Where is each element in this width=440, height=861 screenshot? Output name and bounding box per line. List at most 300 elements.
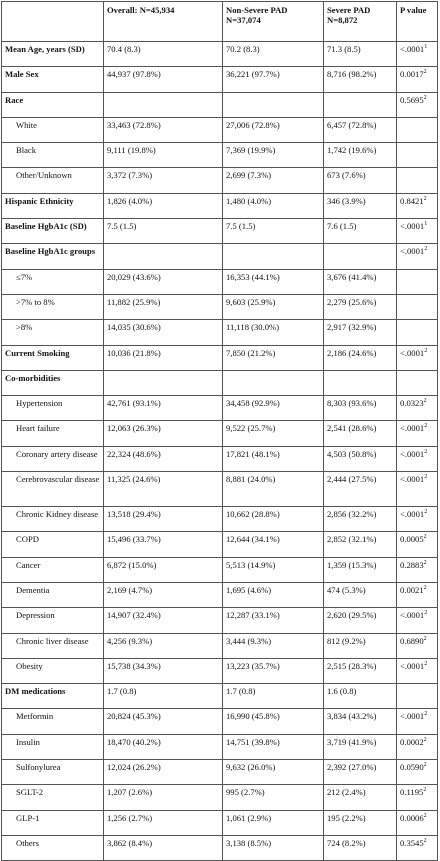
table-row [2,219,438,244]
cell-value: <.0001 [400,246,425,257]
row-label-cell [2,582,104,607]
cell-value: 195 (2.2%) [327,812,366,823]
severe-cell [324,168,397,193]
header-text: Non-Severe PAD N=37,074 [226,5,288,25]
pvalue-footnote-marker: 2 [424,610,428,617]
overall-cell [104,143,223,168]
row-label: Insulin [16,736,40,747]
cell-value: 20,824 (45.3%) [107,711,161,722]
nonsevere-cell [223,421,324,446]
cell-value: 0.1195 [400,787,424,798]
severe-cell [324,532,397,557]
cell-value: <.0001 [400,509,425,520]
nonsevere-cell [223,835,324,860]
row-label-cell [2,244,104,269]
table-row [2,421,438,446]
severe-cell [324,734,397,759]
cell-value: 16,353 (44.1%) [226,271,280,282]
pvalue-cell [397,810,438,835]
pvalue-footnote-marker: 2 [424,509,428,516]
table-row [2,608,438,633]
cell-value: 4,256 (9.3%) [107,635,153,646]
cell-value: 0.0002 [400,736,424,747]
severe-cell [324,320,397,345]
table-row [2,835,438,860]
baseline-characteristics-table [1,1,438,861]
nonsevere-cell [223,557,324,582]
table-body [2,2,438,861]
cell-value: 11,118 (30.0%) [226,322,280,333]
severe-cell [324,507,397,532]
cell-value: 20,029 (43.6%) [107,271,161,282]
row-label-cell [2,193,104,218]
header-row [2,2,438,42]
cell-value: 42,761 (93.1%) [107,398,161,409]
cell-value: 8,716 (98.2%) [327,69,377,80]
pvalue-cell [397,835,438,860]
cell-value: 15,496 (33.7%) [107,534,161,545]
nonsevere-cell [223,734,324,759]
row-label: ≤7% [16,271,33,282]
cell-value: 22,324 (48.6%) [107,448,161,459]
cell-value: 2,541 (28.6%) [327,423,377,434]
cell-value: 14,907 (32.4%) [107,610,161,621]
cell-value: 9,522 (25.7%) [226,423,276,434]
severe-cell [324,446,397,471]
overall-cell [104,608,223,633]
cell-value: 995 (2.7%) [226,787,265,798]
cell-value: 2,444 (27.5%) [327,474,377,485]
severe-cell [324,557,397,582]
pvalue-cell [397,446,438,471]
severe-cell [324,219,397,244]
table-row [2,117,438,142]
cell-value: 2,856 (32.2%) [327,509,377,520]
row-label-cell [2,658,104,683]
cell-value: 3,138 (8.5%) [226,837,272,848]
pvalue-footnote-marker: 2 [423,559,427,566]
pvalue-cell [397,67,438,92]
table-row [2,244,438,269]
cell-value: 8,881 (24.0%) [226,474,276,485]
cell-value: 0.3545 [400,837,424,848]
cell-value: 1,061 (2.9%) [226,812,272,823]
nonsevere-cell [223,507,324,532]
cell-value: 1,742 (19.6%) [327,145,377,156]
pvalue-cell [397,532,438,557]
severe-cell [324,633,397,658]
overall-cell [104,269,223,294]
pvalue-cell [397,421,438,446]
overall-cell [104,557,223,582]
row-label-cell [2,608,104,633]
pvalue-cell [397,396,438,421]
row-label: Others [16,837,39,848]
cell-value: 1.6 (0.8) [327,686,357,697]
pvalue-cell [397,557,438,582]
cell-value: 0.0017 [400,69,424,80]
cell-value: 2,515 (28.3%) [327,660,377,671]
row-label: Co-morbidities [5,372,61,383]
cell-value: 34,458 (92.9%) [226,398,280,409]
row-label: >8% [16,322,33,333]
nonsevere-cell [223,244,324,269]
row-label: COPD [16,534,39,545]
cell-value: <.0001 [400,474,425,485]
overall-cell [104,507,223,532]
row-label: GLP-1 [16,812,40,823]
pvalue-footnote-marker: 2 [423,838,427,845]
cell-value: 1,207 (2.6%) [107,787,153,798]
cell-value: 10,662 (28.8%) [226,509,280,520]
row-label-cell [2,370,104,395]
pvalue-cell [397,92,438,117]
cell-value: 10,036 (21.8%) [107,347,161,358]
row-label: Black [16,145,37,156]
cell-value: 36,221 (97.7%) [226,69,280,80]
overall-cell [104,810,223,835]
pvalue-footnote-marker: 2 [424,347,428,354]
row-label-cell [2,709,104,734]
nonsevere-cell [223,684,324,709]
severe-cell [324,92,397,117]
overall-cell [104,734,223,759]
row-label: Other/Unknown [16,170,72,181]
severe-cell [324,684,397,709]
table-row [2,760,438,785]
pvalue-footnote-marker: 2 [423,94,427,101]
table-row [2,294,438,319]
table-row [2,168,438,193]
pvalue-cell [397,219,438,244]
severe-cell [324,193,397,218]
pvalue-footnote-marker: 2 [423,398,427,405]
severe-cell [324,370,397,395]
cell-value: 2,169 (4.7%) [107,584,153,595]
nonsevere-cell [223,396,324,421]
cell-value: 3,862 (8.4%) [107,837,153,848]
nonsevere-cell [223,168,324,193]
row-label: Chronic liver disease [16,635,89,646]
row-label: Sulfonylurea [16,762,61,773]
table-row [2,734,438,759]
pvalue-footnote-marker: 2 [423,534,427,541]
pvalue-cell [397,760,438,785]
cell-value: 212 (2.4%) [327,787,366,798]
cell-value: 1,256 (2.7%) [107,812,153,823]
overall-cell [104,760,223,785]
cell-value: 0.2883 [400,559,424,570]
overall-cell [104,244,223,269]
row-label-cell [2,269,104,294]
header-cell-nonsevere [223,2,324,42]
table-row [2,92,438,117]
row-label-cell [2,734,104,759]
table-row [2,709,438,734]
row-label: Baseline HgbA1c (SD) [5,221,87,232]
table-row [2,320,438,345]
table-row [2,557,438,582]
overall-cell [104,709,223,734]
severe-cell [324,658,397,683]
cell-value: 0.5695 [400,94,424,105]
pvalue-footnote-marker: 2 [423,762,427,769]
table-row [2,532,438,557]
overall-cell [104,684,223,709]
severe-cell [324,810,397,835]
nonsevere-cell [223,709,324,734]
row-label-cell [2,507,104,532]
overall-cell [104,92,223,117]
cell-value: 474 (5.3%) [327,584,366,595]
row-label: Cancer [16,559,41,570]
cell-value: 2,852 (32.1%) [327,534,377,545]
overall-cell [104,532,223,557]
nonsevere-cell [223,760,324,785]
cell-value: 3,676 (41.4%) [327,271,377,282]
table-row [2,193,438,218]
table-row [2,446,438,471]
row-label-cell [2,294,104,319]
cell-value: 44,937 (97.8%) [107,69,161,80]
overall-cell [104,193,223,218]
pvalue-cell [397,734,438,759]
row-label: Current Smoking [5,347,70,358]
pvalue-cell [397,320,438,345]
row-label-cell [2,219,104,244]
header-cell-pvalue [397,2,438,42]
severe-cell [324,472,397,507]
header-text: Overall: N=45,934 [107,5,175,15]
cell-value: 3,444 (9.3%) [226,635,272,646]
overall-cell [104,472,223,507]
pvalue-footnote-marker: 1 [424,221,428,228]
cell-value: 5,513 (14.9%) [226,559,276,570]
cell-value: 0.0323 [400,398,424,409]
nonsevere-cell [223,810,324,835]
cell-value: 3,372 (7.3%) [107,170,153,181]
row-label-cell [2,785,104,810]
cell-value: <.0001 [400,711,425,722]
header-cell-overall [104,2,223,42]
cell-value: 9,632 (26.0%) [226,762,276,773]
cell-value: <.0001 [400,221,425,232]
nonsevere-cell [223,42,324,67]
row-label: Dementia [16,584,50,595]
cell-value: 0.6890 [400,635,424,646]
row-label: >7% to 8% [16,296,55,307]
cell-value: 3,719 (41.9%) [327,736,377,747]
pvalue-footnote-marker: 2 [424,448,428,455]
row-label: Metformin [16,711,54,722]
cell-value: 0.8421 [400,195,424,206]
cell-value: <.0001 [400,423,425,434]
severe-cell [324,294,397,319]
pvalue-footnote-marker: 2 [423,812,427,819]
pvalue-cell [397,193,438,218]
pvalue-footnote-marker: 2 [424,246,428,253]
cell-value: <.0001 [400,448,425,459]
cell-value: 12,287 (33.1%) [226,610,280,621]
row-label: Depression [16,610,55,621]
cell-value: 7,369 (19.9%) [226,145,276,156]
cell-value: 7.6 (1.5) [327,221,357,232]
nonsevere-cell [223,117,324,142]
cell-value: 7,850 (21.2%) [226,347,276,358]
severe-cell [324,67,397,92]
cell-value: 346 (3.9%) [327,195,366,206]
cell-value: 6,457 (72.8%) [327,119,377,130]
header-text: Severe PAD N=8,872 [327,5,371,25]
pvalue-cell [397,608,438,633]
pvalue-cell [397,633,438,658]
row-label-cell [2,760,104,785]
cell-value: 0.0006 [400,812,424,823]
overall-cell [104,633,223,658]
overall-cell [104,582,223,607]
cell-value: 0.0590 [400,762,424,773]
cell-value: <.0001 [400,44,425,54]
cell-value: 12,024 (26.2%) [107,762,161,773]
row-label-cell [2,557,104,582]
overall-cell [104,168,223,193]
nonsevere-cell [223,446,324,471]
pvalue-footnote-marker: 2 [423,787,427,794]
pvalue-cell [397,658,438,683]
overall-cell [104,446,223,471]
table-row [2,582,438,607]
overall-cell [104,396,223,421]
severe-cell [324,117,397,142]
row-label: Obesity [16,660,43,671]
severe-cell [324,269,397,294]
overall-cell [104,835,223,860]
pvalue-cell [397,244,438,269]
row-label-cell [2,42,104,67]
table-row [2,42,438,67]
pvalue-cell [397,370,438,395]
cell-value: 33,463 (72.8%) [107,119,161,130]
cell-value: 17,821 (48.1%) [226,448,280,459]
cell-value: 13,223 (35.7%) [226,660,280,671]
cell-value: 1.7 (0.8) [226,686,256,697]
cell-value: <.0001 [400,610,425,621]
nonsevere-cell [223,294,324,319]
cell-value: 27,006 (72.8%) [226,119,280,130]
cell-value: 9,111 (19.8%) [107,145,156,156]
row-label: Mean Age, years (SD) [5,44,85,54]
cell-value: 15,738 (34.3%) [107,660,161,671]
pvalue-footnote-marker: 2 [423,585,427,592]
overall-cell [104,421,223,446]
nonsevere-cell [223,472,324,507]
cell-value: 8,303 (93.6%) [327,398,377,409]
row-label-cell [2,143,104,168]
table-row [2,370,438,395]
overall-cell [104,345,223,370]
overall-cell [104,370,223,395]
severe-cell [324,785,397,810]
table-row [2,633,438,658]
overall-cell [104,219,223,244]
table-row [2,810,438,835]
cell-value: 12,063 (26.3%) [107,423,161,434]
overall-cell [104,658,223,683]
pvalue-footnote-marker: 2 [423,736,427,743]
cell-value: 3,834 (43.2%) [327,711,377,722]
pvalue-cell [397,117,438,142]
row-label: Coronary artery disease [16,448,98,459]
row-label: White [16,119,37,130]
pvalue-footnote-marker: 2 [423,195,427,202]
header-text: P value [400,5,427,15]
overall-cell [104,294,223,319]
severe-cell [324,760,397,785]
row-label: Race [5,94,24,105]
row-label: Chronic Kidney disease [16,509,99,520]
cell-value: 2,392 (27.0%) [327,762,377,773]
row-label: DM medications [5,686,66,697]
nonsevere-cell [223,67,324,92]
cell-value: 2,699 (7.3%) [226,170,272,181]
pvalue-cell [397,582,438,607]
table-row [2,785,438,810]
severe-cell [324,244,397,269]
row-label-cell [2,532,104,557]
nonsevere-cell [223,785,324,810]
cell-value: 7.5 (1.5) [107,221,137,232]
cell-value: <.0001 [400,660,425,671]
table-row [2,658,438,683]
row-label: Baseline HgbA1c groups [5,246,96,257]
severe-cell [324,582,397,607]
pvalue-footnote-marker: 2 [423,635,427,642]
cell-value: 18,470 (40.2%) [107,736,161,747]
nonsevere-cell [223,658,324,683]
pvalue-footnote-marker: 2 [424,474,428,481]
severe-cell [324,709,397,734]
header-cell-severe [324,2,397,42]
pvalue-cell [397,785,438,810]
cell-value: 1.7 (0.8) [107,686,137,697]
overall-cell [104,320,223,345]
pvalue-footnote-marker: 2 [423,69,427,76]
row-label-cell [2,684,104,709]
cell-value: 70.4 (8.3) [107,44,141,54]
row-label: Heart failure [16,423,60,434]
nonsevere-cell [223,582,324,607]
row-label-cell [2,810,104,835]
severe-cell [324,835,397,860]
severe-cell [324,345,397,370]
cell-value: 1,480 (4.0%) [226,195,272,206]
cell-value: 1,359 (15.3%) [327,559,377,570]
severe-cell [324,608,397,633]
row-label: SGLT-2 [16,787,44,798]
cell-value: 6,872 (15.0%) [107,559,157,570]
table-row [2,472,438,507]
row-label-cell [2,117,104,142]
cell-value: 2,279 (25.6%) [327,296,377,307]
cell-value: 9,603 (25.9%) [226,296,276,307]
pvalue-cell [397,472,438,507]
row-label: Cerebrovascular disease [16,474,100,485]
overall-cell [104,785,223,810]
row-label-cell [2,835,104,860]
cell-value: 11,882 (25.9%) [107,296,161,307]
table-row [2,684,438,709]
table-row [2,345,438,370]
